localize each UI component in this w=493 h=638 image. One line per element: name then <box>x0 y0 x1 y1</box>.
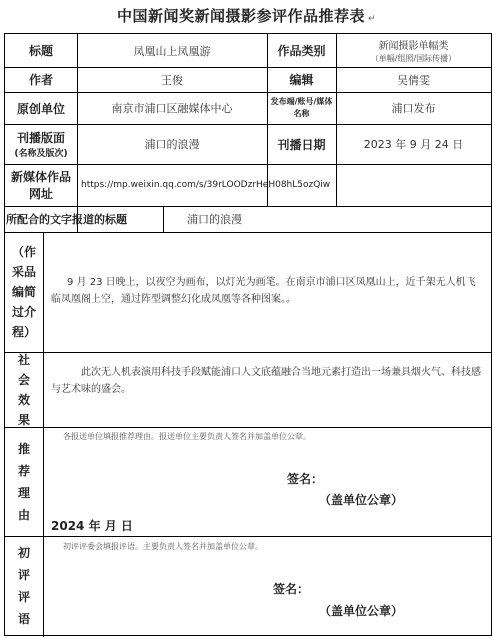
col-divider <box>43 232 44 637</box>
effect-text: 此次无人机表演用科技手段赋能浦口人文底蕴融合当地元素打造出一场兼具烟火气、科技感与艺术味的盛会。 <box>51 367 481 395</box>
section-value: 浦口的浪漫 <box>144 138 200 151</box>
review-note: 初评评委会填报评语。主要负责人签名并加盖单位公章。 <box>63 542 263 551</box>
review-seal: （盖单位公章） <box>319 604 404 618</box>
report-label: 所配合的文字报道的标题 <box>6 213 127 226</box>
report-value: 浦口的浪漫 <box>187 213 242 226</box>
platform-label: 发布端/账号/媒体名称 <box>270 97 333 118</box>
author-value: 王俊 <box>161 73 183 87</box>
category-options: （单幅/组照/国际传播） <box>370 54 457 63</box>
review-signature-label: 签名： <box>273 582 310 596</box>
section-label-line2: (名称及版次) <box>14 149 68 159</box>
platform-value: 浦口发布 <box>391 102 436 115</box>
category-value: 新闻摄影单幅类 <box>378 41 449 52</box>
recommendation-form <box>4 33 492 636</box>
process-text: 9 月 23 日晚上，以夜空为画布，以灯光为画笔。在南京市浦口区凤凰山上，近千架无人机飞临凤凰阁上空，通过阵型调整幻化成凤凰等各种图案。。 <box>51 277 476 305</box>
publish-date: 2023 年 9 月 24 日 <box>363 138 464 151</box>
date-label: 刊播日期 <box>277 137 326 152</box>
title-text: 中国新闻奖新闻摄影参评作品推荐表 <box>116 7 365 25</box>
effect-label: 社会效果 <box>17 352 30 427</box>
process-label: （作采品编简过介程） <box>12 245 37 339</box>
work-title: 凤凰山上凤凰游 <box>133 44 211 58</box>
url-value[interactable]: https://mp.weixin.qq.com/s/39rLOODzrHeH08hL5ozQiw <box>81 180 331 190</box>
url-label-line2: 网址 <box>28 187 53 201</box>
unit-value: 南京市浦口区融媒体中心 <box>111 102 233 115</box>
unit-label: 原创单位 <box>16 101 65 116</box>
editor-value: 吴倩雯 <box>397 73 430 87</box>
author-label: 作者 <box>28 73 53 87</box>
section-label <box>5 124 77 164</box>
review-label: 初评评语 <box>17 545 30 626</box>
row-divider <box>5 352 491 353</box>
section-label-line1: 刊播版面 <box>16 131 65 145</box>
page-title <box>0 5 493 26</box>
category-label: 作品类别 <box>277 44 326 58</box>
recommend-signature-label: 签名： <box>287 472 324 486</box>
recommend-label: 推荐理由 <box>17 441 30 522</box>
recommend-date: 2024 年 月 日 <box>51 519 133 533</box>
url-label <box>5 164 77 206</box>
url-label-line1: 新媒体作品 <box>10 170 71 184</box>
row-divider <box>5 536 491 537</box>
recommend-seal: （盖单位公章） <box>319 493 404 507</box>
paragraph-mark: ↵ <box>367 14 377 24</box>
row-divider <box>5 427 491 428</box>
row-divider <box>5 232 491 233</box>
title-label: 标题 <box>28 44 53 58</box>
recommend-note: 各报送单位填报推荐理由。报送单位主要负责人签名并加盖单位公章。 <box>63 432 311 441</box>
editor-label: 编辑 <box>289 73 314 87</box>
category-cell <box>336 34 491 67</box>
